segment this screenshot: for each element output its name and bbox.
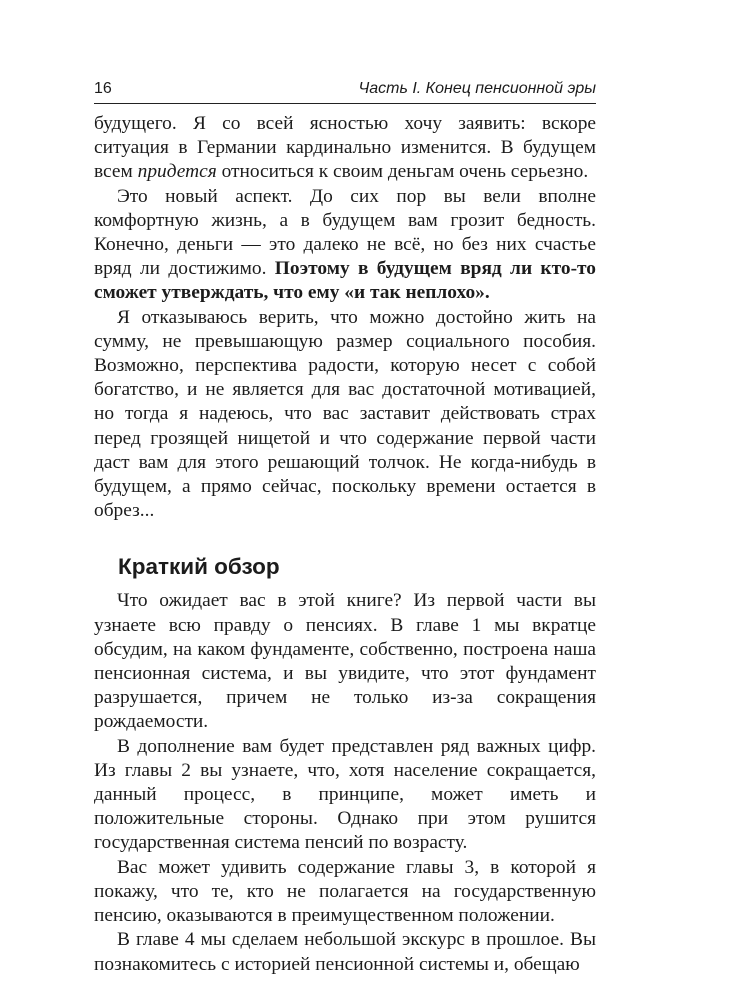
running-title: Часть I. Конец пенсионной эры bbox=[358, 80, 596, 97]
main-text bbox=[94, 112, 596, 977]
paragraph bbox=[94, 185, 596, 306]
paragraph: В главе 4 мы сделаем небольшой экскурс в прошлое. Вы познакомитесь с историей пенсионной системы и, обещаю bbox=[94, 929, 596, 975]
emphasis-text: придется bbox=[137, 161, 217, 183]
section-heading: Краткий обзор bbox=[118, 554, 280, 580]
paragraph-text: Это новый аспект. До сих пор вы вели вполне комфортную жизнь, а в будущем вам грозит бедность. Конечно, деньги — это далеко не всё, но без них счастье вряд ли достижимо. bbox=[94, 185, 596, 280]
paragraph-text: относиться к своим деньгам очень серьезно. bbox=[216, 161, 589, 183]
paragraph: Вас может удивить содержание главы 3, в которой я покажу, что те, кто не полагается на государственную пенсию, оказываются в преимущественном положении. bbox=[94, 856, 596, 927]
paragraph: В дополнение вам будет представлен ряд важных цифр. Из главы 2 вы узнаете, что, хотя население сокращается, данный процесс, в принципе, может иметь и положительные стороны. Однако при этом рушится государственная система пенсий по возрасту. bbox=[94, 735, 596, 854]
running-head bbox=[94, 78, 596, 104]
paragraph-continued bbox=[94, 112, 596, 185]
bold-statement: Поэтому в будущем вряд ли кто-то сможет утверждать, что ему «и так неплохо». bbox=[94, 258, 596, 304]
paragraph: Я отказываюсь верить, что можно достойно жить на сумму, не превышающую размер социального пособия. Возможно, перспектива радости, которую несет с собой богатство, и не является для вас достаточной мотивацией, но тогда я надеюсь, что вас заставит действовать страх перед грозящей нищетой и что содержание первой части даст вам для этого решающий толчок. Не когда-нибудь в будущем, а прямо сейчас, поскольку времени остается в обрез... bbox=[94, 306, 596, 522]
paragraph-text: будущего. Я со всей ясностью хочу заявить: вскоре ситуация в Германии кардинально изменится. В будущем всем bbox=[94, 113, 596, 183]
book-page bbox=[94, 78, 596, 977]
page-number: 16 bbox=[94, 80, 112, 97]
paragraph: Что ожидает вас в этой книге? Из первой части вы узнаете всю правду о пенсиях. В главе 1 мы вкратце обсудим, на каком фундаменте, собственно, построена наша пенсионная система, и вы увидите, что этот фундамент разрушается, причем не только из-за сокращения рождаемости. bbox=[94, 590, 596, 733]
